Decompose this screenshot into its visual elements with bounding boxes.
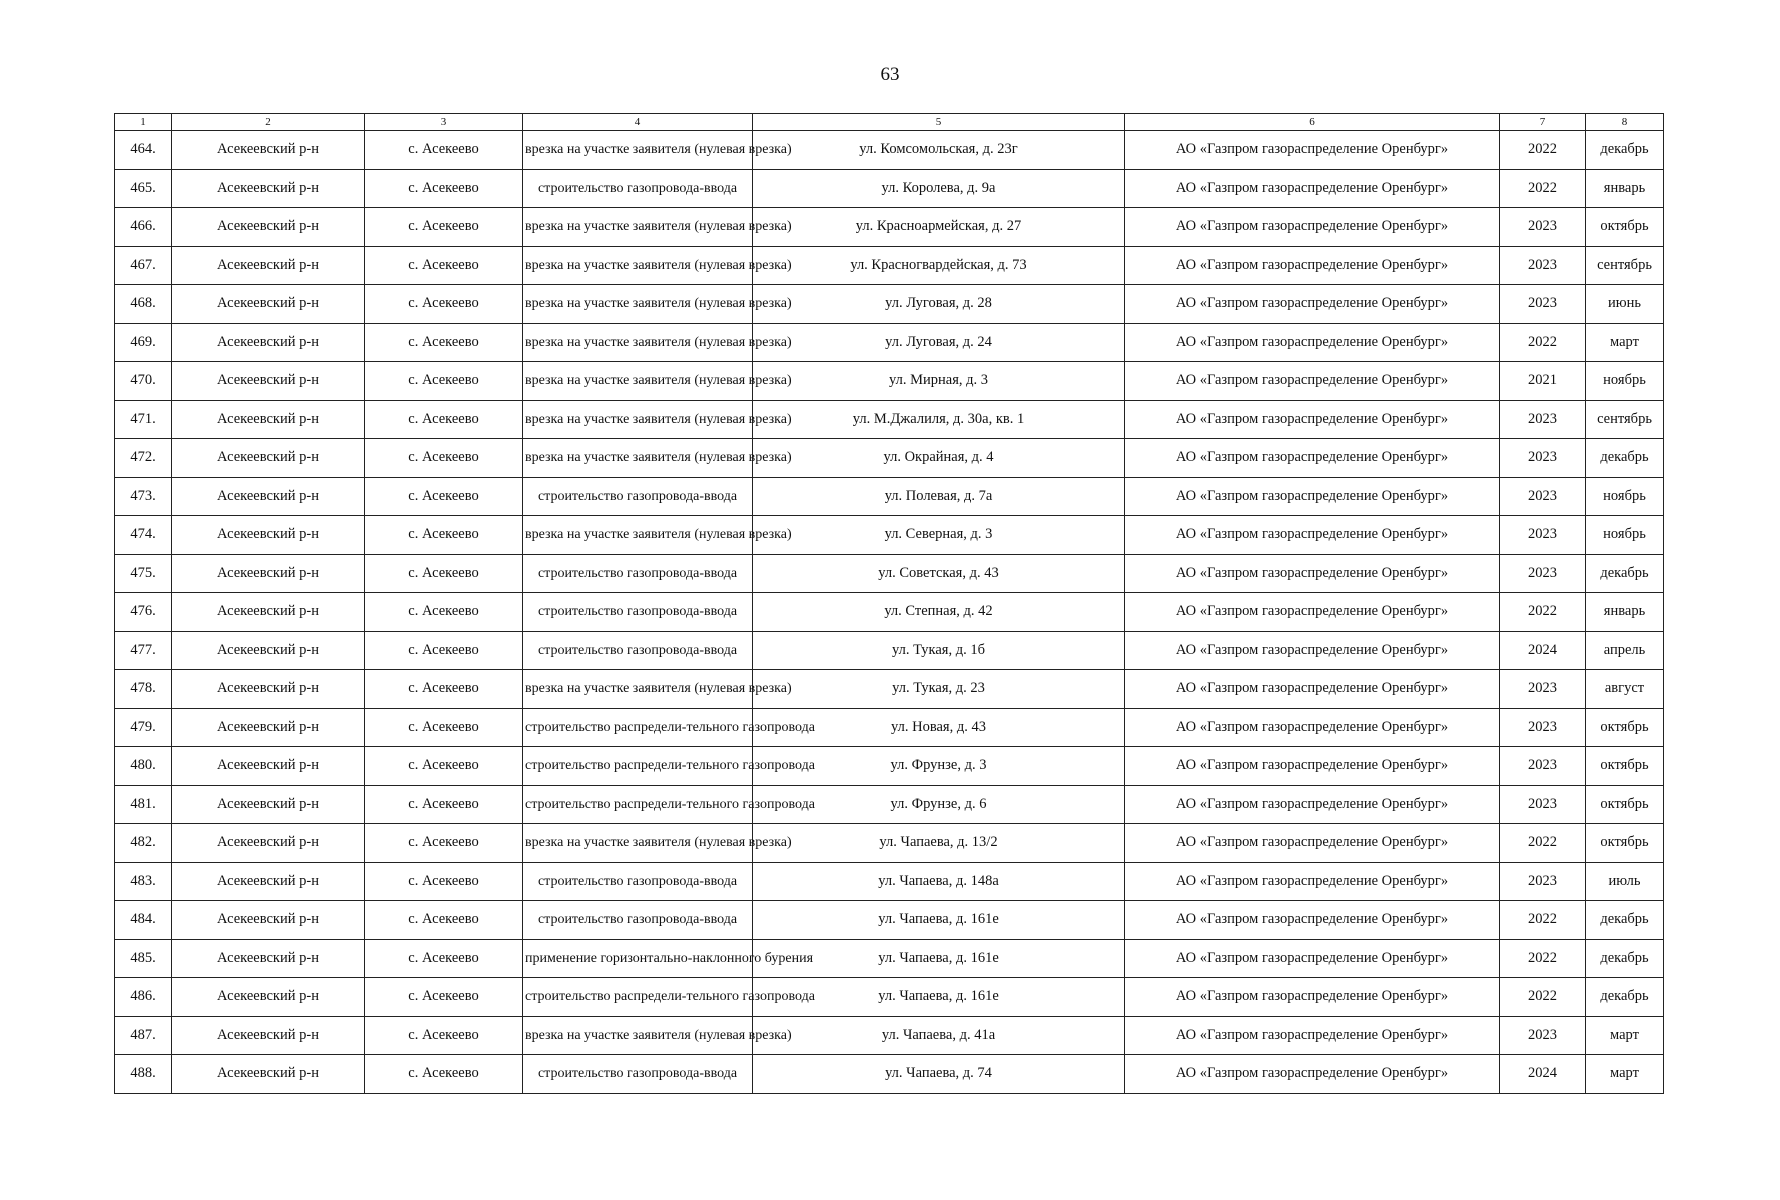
row-number: 464. (115, 131, 172, 170)
month-cell: апрель (1586, 631, 1664, 670)
row-number: 465. (115, 169, 172, 208)
year-cell: 2023 (1500, 670, 1586, 709)
row-number: 477. (115, 631, 172, 670)
table-row (115, 323, 1664, 362)
column-header: 3 (365, 114, 523, 131)
month-cell: декабрь (1586, 939, 1664, 978)
column-header: 1 (115, 114, 172, 131)
work-type-cell: строительство газопровода-ввода (523, 169, 753, 208)
month-cell: октябрь (1586, 208, 1664, 247)
address-cell: ул. Луговая, д. 28 (753, 285, 1125, 324)
month-cell: июнь (1586, 285, 1664, 324)
year-cell: 2023 (1500, 439, 1586, 478)
work-type-cell: врезка на участке заявителя (нулевая врезка) (523, 131, 753, 170)
work-type-cell: строительство газопровода-ввода (523, 862, 753, 901)
address-cell: ул. Полевая, д. 7а (753, 477, 1125, 516)
organization-cell: АО «Газпром газораспределение Оренбург» (1125, 400, 1500, 439)
address-cell: ул. Комсомольская, д. 23г (753, 131, 1125, 170)
column-number-row (115, 114, 1664, 131)
address-cell: ул. Чапаева, д. 13/2 (753, 824, 1125, 863)
work-type-cell: врезка на участке заявителя (нулевая врезка) (523, 400, 753, 439)
organization-cell: АО «Газпром газораспределение Оренбург» (1125, 631, 1500, 670)
row-number: 474. (115, 516, 172, 555)
year-cell: 2023 (1500, 400, 1586, 439)
year-cell: 2023 (1500, 285, 1586, 324)
table-row (115, 708, 1664, 747)
table-row (115, 939, 1664, 978)
table-row (115, 1055, 1664, 1094)
district-cell: Асекеевский р-н (172, 169, 365, 208)
organization-cell: АО «Газпром газораспределение Оренбург» (1125, 554, 1500, 593)
address-cell: ул. Луговая, д. 24 (753, 323, 1125, 362)
district-cell: Асекеевский р-н (172, 285, 365, 324)
page-number: 63 (880, 64, 900, 85)
work-type-cell: врезка на участке заявителя (нулевая врезка) (523, 439, 753, 478)
month-cell: декабрь (1586, 901, 1664, 940)
address-cell: ул. Советская, д. 43 (753, 554, 1125, 593)
row-number: 486. (115, 978, 172, 1017)
year-cell: 2023 (1500, 708, 1586, 747)
address-cell: ул. Тукая, д. 23 (753, 670, 1125, 709)
table-row (115, 978, 1664, 1017)
work-type-cell: врезка на участке заявителя (нулевая врезка) (523, 246, 753, 285)
district-cell: Асекеевский р-н (172, 208, 365, 247)
work-type-cell: врезка на участке заявителя (нулевая врезка) (523, 323, 753, 362)
table-row (115, 554, 1664, 593)
settlement-cell: с. Асекеево (365, 246, 523, 285)
settlement-cell: с. Асекеево (365, 439, 523, 478)
address-cell: ул. Мирная, д. 3 (753, 362, 1125, 401)
column-header: 6 (1125, 114, 1500, 131)
settlement-cell: с. Асекеево (365, 593, 523, 632)
settlement-cell: с. Асекеево (365, 169, 523, 208)
month-cell: март (1586, 323, 1664, 362)
month-cell: ноябрь (1586, 362, 1664, 401)
table-row (115, 862, 1664, 901)
row-number: 482. (115, 824, 172, 863)
year-cell: 2023 (1500, 554, 1586, 593)
organization-cell: АО «Газпром газораспределение Оренбург» (1125, 824, 1500, 863)
address-cell: ул. Чапаева, д. 161е (753, 939, 1125, 978)
work-type-cell: строительство газопровода-ввода (523, 1055, 753, 1094)
month-cell: декабрь (1586, 554, 1664, 593)
table-row (115, 1016, 1664, 1055)
settlement-cell: с. Асекеево (365, 1016, 523, 1055)
year-cell: 2022 (1500, 824, 1586, 863)
organization-cell: АО «Газпром газораспределение Оренбург» (1125, 1016, 1500, 1055)
settlement-cell: с. Асекеево (365, 323, 523, 362)
year-cell: 2023 (1500, 516, 1586, 555)
row-number: 488. (115, 1055, 172, 1094)
row-number: 479. (115, 708, 172, 747)
month-cell: декабрь (1586, 131, 1664, 170)
address-cell: ул. Окрайная, д. 4 (753, 439, 1125, 478)
district-cell: Асекеевский р-н (172, 824, 365, 863)
organization-cell: АО «Газпром газораспределение Оренбург» (1125, 901, 1500, 940)
month-cell: ноябрь (1586, 516, 1664, 555)
district-cell: Асекеевский р-н (172, 246, 365, 285)
organization-cell: АО «Газпром газораспределение Оренбург» (1125, 593, 1500, 632)
year-cell: 2023 (1500, 785, 1586, 824)
table-row (115, 362, 1664, 401)
address-cell: ул. Красноармейская, д. 27 (753, 208, 1125, 247)
settlement-cell: с. Асекеево (365, 824, 523, 863)
row-number: 478. (115, 670, 172, 709)
district-cell: Асекеевский р-н (172, 785, 365, 824)
organization-cell: АО «Газпром газораспределение Оренбург» (1125, 862, 1500, 901)
settlement-cell: с. Асекеево (365, 516, 523, 555)
work-type-cell: строительство газопровода-ввода (523, 554, 753, 593)
work-type-cell: врезка на участке заявителя (нулевая врезка) (523, 824, 753, 863)
settlement-cell: с. Асекеево (365, 208, 523, 247)
column-header: 7 (1500, 114, 1586, 131)
settlement-cell: с. Асекеево (365, 785, 523, 824)
month-cell: июль (1586, 862, 1664, 901)
address-cell: ул. Чапаева, д. 161е (753, 978, 1125, 1017)
district-cell: Асекеевский р-н (172, 400, 365, 439)
work-type-cell: врезка на участке заявителя (нулевая врезка) (523, 208, 753, 247)
year-cell: 2023 (1500, 862, 1586, 901)
settlement-cell: с. Асекеево (365, 901, 523, 940)
district-cell: Асекеевский р-н (172, 554, 365, 593)
address-cell: ул. Чапаева, д. 41а (753, 1016, 1125, 1055)
district-cell: Асекеевский р-н (172, 939, 365, 978)
address-cell: ул. Тукая, д. 1б (753, 631, 1125, 670)
table-row (115, 246, 1664, 285)
district-cell: Асекеевский р-н (172, 593, 365, 632)
year-cell: 2022 (1500, 901, 1586, 940)
work-type-cell: применение горизонтально-наклонного бурения (523, 939, 753, 978)
settlement-cell: с. Асекеево (365, 285, 523, 324)
district-cell: Асекеевский р-н (172, 1055, 365, 1094)
organization-cell: АО «Газпром газораспределение Оренбург» (1125, 939, 1500, 978)
table-row (115, 439, 1664, 478)
district-cell: Асекеевский р-н (172, 901, 365, 940)
organization-cell: АО «Газпром газораспределение Оренбург» (1125, 1055, 1500, 1094)
row-number: 471. (115, 400, 172, 439)
organization-cell: АО «Газпром газораспределение Оренбург» (1125, 208, 1500, 247)
row-number: 476. (115, 593, 172, 632)
year-cell: 2022 (1500, 978, 1586, 1017)
row-number: 470. (115, 362, 172, 401)
row-number: 480. (115, 747, 172, 786)
settlement-cell: с. Асекеево (365, 362, 523, 401)
address-cell: ул. Новая, д. 43 (753, 708, 1125, 747)
district-cell: Асекеевский р-н (172, 439, 365, 478)
column-header: 5 (753, 114, 1125, 131)
district-cell: Асекеевский р-н (172, 978, 365, 1017)
district-cell: Асекеевский р-н (172, 670, 365, 709)
organization-cell: АО «Газпром газораспределение Оренбург» (1125, 362, 1500, 401)
table-body (115, 131, 1664, 1094)
district-cell: Асекеевский р-н (172, 708, 365, 747)
organization-cell: АО «Газпром газораспределение Оренбург» (1125, 670, 1500, 709)
organization-cell: АО «Газпром газораспределение Оренбург» (1125, 439, 1500, 478)
table-row (115, 477, 1664, 516)
month-cell: январь (1586, 593, 1664, 632)
column-header: 4 (523, 114, 753, 131)
address-cell: ул. М.Джалиля, д. 30а, кв. 1 (753, 400, 1125, 439)
district-cell: Асекеевский р-н (172, 516, 365, 555)
work-type-cell: врезка на участке заявителя (нулевая врезка) (523, 362, 753, 401)
settlement-cell: с. Асекеево (365, 1055, 523, 1094)
table-row (115, 631, 1664, 670)
table-row (115, 285, 1664, 324)
address-cell: ул. Чапаева, д. 148а (753, 862, 1125, 901)
address-cell: ул. Фрунзе, д. 3 (753, 747, 1125, 786)
work-type-cell: строительство распредели-тельного газопровода (523, 785, 753, 824)
table-row (115, 670, 1664, 709)
table-row (115, 901, 1664, 940)
district-cell: Асекеевский р-н (172, 323, 365, 362)
year-cell: 2023 (1500, 747, 1586, 786)
organization-cell: АО «Газпром газораспределение Оренбург» (1125, 131, 1500, 170)
organization-cell: АО «Газпром газораспределение Оренбург» (1125, 708, 1500, 747)
work-type-cell: строительство газопровода-ввода (523, 631, 753, 670)
district-cell: Асекеевский р-н (172, 1016, 365, 1055)
table-row (115, 824, 1664, 863)
registry-table (114, 113, 1664, 1094)
work-type-cell: строительство распредели-тельного газопровода (523, 978, 753, 1017)
column-header: 2 (172, 114, 365, 131)
year-cell: 2022 (1500, 593, 1586, 632)
month-cell: март (1586, 1055, 1664, 1094)
row-number: 466. (115, 208, 172, 247)
table-row (115, 400, 1664, 439)
address-cell: ул. Степная, д. 42 (753, 593, 1125, 632)
month-cell: сентябрь (1586, 400, 1664, 439)
row-number: 468. (115, 285, 172, 324)
district-cell: Асекеевский р-н (172, 747, 365, 786)
year-cell: 2024 (1500, 631, 1586, 670)
settlement-cell: с. Асекеево (365, 747, 523, 786)
month-cell: ноябрь (1586, 477, 1664, 516)
organization-cell: АО «Газпром газораспределение Оренбург» (1125, 285, 1500, 324)
table-row (115, 516, 1664, 555)
address-cell: ул. Чапаева, д. 161е (753, 901, 1125, 940)
organization-cell: АО «Газпром газораспределение Оренбург» (1125, 516, 1500, 555)
table-row (115, 747, 1664, 786)
row-number: 475. (115, 554, 172, 593)
organization-cell: АО «Газпром газораспределение Оренбург» (1125, 978, 1500, 1017)
month-cell: март (1586, 1016, 1664, 1055)
work-type-cell: строительство распредели-тельного газопровода (523, 708, 753, 747)
address-cell: ул. Красногвардейская, д. 73 (753, 246, 1125, 285)
settlement-cell: с. Асекеево (365, 939, 523, 978)
district-cell: Асекеевский р-н (172, 362, 365, 401)
year-cell: 2022 (1500, 323, 1586, 362)
year-cell: 2022 (1500, 131, 1586, 170)
column-header: 8 (1586, 114, 1664, 131)
settlement-cell: с. Асекеево (365, 670, 523, 709)
district-cell: Асекеевский р-н (172, 131, 365, 170)
address-cell: ул. Королева, д. 9а (753, 169, 1125, 208)
row-number: 467. (115, 246, 172, 285)
year-cell: 2022 (1500, 169, 1586, 208)
work-type-cell: врезка на участке заявителя (нулевая врезка) (523, 670, 753, 709)
address-cell: ул. Северная, д. 3 (753, 516, 1125, 555)
row-number: 483. (115, 862, 172, 901)
month-cell: январь (1586, 169, 1664, 208)
address-cell: ул. Чапаева, д. 74 (753, 1055, 1125, 1094)
month-cell: сентябрь (1586, 246, 1664, 285)
work-type-cell: строительство распредели-тельного газопровода (523, 747, 753, 786)
work-type-cell: строительство газопровода-ввода (523, 477, 753, 516)
settlement-cell: с. Асекеево (365, 554, 523, 593)
table-row (115, 169, 1664, 208)
work-type-cell: врезка на участке заявителя (нулевая врезка) (523, 285, 753, 324)
district-cell: Асекеевский р-н (172, 477, 365, 516)
district-cell: Асекеевский р-н (172, 862, 365, 901)
organization-cell: АО «Газпром газораспределение Оренбург» (1125, 323, 1500, 362)
row-number: 487. (115, 1016, 172, 1055)
table-row (115, 593, 1664, 632)
settlement-cell: с. Асекеево (365, 978, 523, 1017)
year-cell: 2023 (1500, 208, 1586, 247)
month-cell: октябрь (1586, 824, 1664, 863)
year-cell: 2023 (1500, 246, 1586, 285)
month-cell: октябрь (1586, 747, 1664, 786)
row-number: 473. (115, 477, 172, 516)
settlement-cell: с. Асекеево (365, 631, 523, 670)
row-number: 485. (115, 939, 172, 978)
work-type-cell: строительство газопровода-ввода (523, 901, 753, 940)
month-cell: октябрь (1586, 708, 1664, 747)
row-number: 484. (115, 901, 172, 940)
year-cell: 2023 (1500, 1016, 1586, 1055)
settlement-cell: с. Асекеево (365, 708, 523, 747)
organization-cell: АО «Газпром газораспределение Оренбург» (1125, 747, 1500, 786)
year-cell: 2022 (1500, 939, 1586, 978)
year-cell: 2021 (1500, 362, 1586, 401)
work-type-cell: строительство газопровода-ввода (523, 593, 753, 632)
row-number: 469. (115, 323, 172, 362)
organization-cell: АО «Газпром газораспределение Оренбург» (1125, 169, 1500, 208)
settlement-cell: с. Асекеево (365, 477, 523, 516)
settlement-cell: с. Асекеево (365, 862, 523, 901)
organization-cell: АО «Газпром газораспределение Оренбург» (1125, 477, 1500, 516)
work-type-cell: врезка на участке заявителя (нулевая врезка) (523, 516, 753, 555)
work-type-cell: врезка на участке заявителя (нулевая врезка) (523, 1016, 753, 1055)
row-number: 481. (115, 785, 172, 824)
organization-cell: АО «Газпром газораспределение Оренбург» (1125, 785, 1500, 824)
table-row (115, 131, 1664, 170)
month-cell: октябрь (1586, 785, 1664, 824)
address-cell: ул. Фрунзе, д. 6 (753, 785, 1125, 824)
month-cell: декабрь (1586, 978, 1664, 1017)
month-cell: декабрь (1586, 439, 1664, 478)
year-cell: 2023 (1500, 477, 1586, 516)
month-cell: август (1586, 670, 1664, 709)
row-number: 472. (115, 439, 172, 478)
settlement-cell: с. Асекеево (365, 131, 523, 170)
district-cell: Асекеевский р-н (172, 631, 365, 670)
table-row (115, 785, 1664, 824)
year-cell: 2024 (1500, 1055, 1586, 1094)
settlement-cell: с. Асекеево (365, 400, 523, 439)
table-row (115, 208, 1664, 247)
organization-cell: АО «Газпром газораспределение Оренбург» (1125, 246, 1500, 285)
